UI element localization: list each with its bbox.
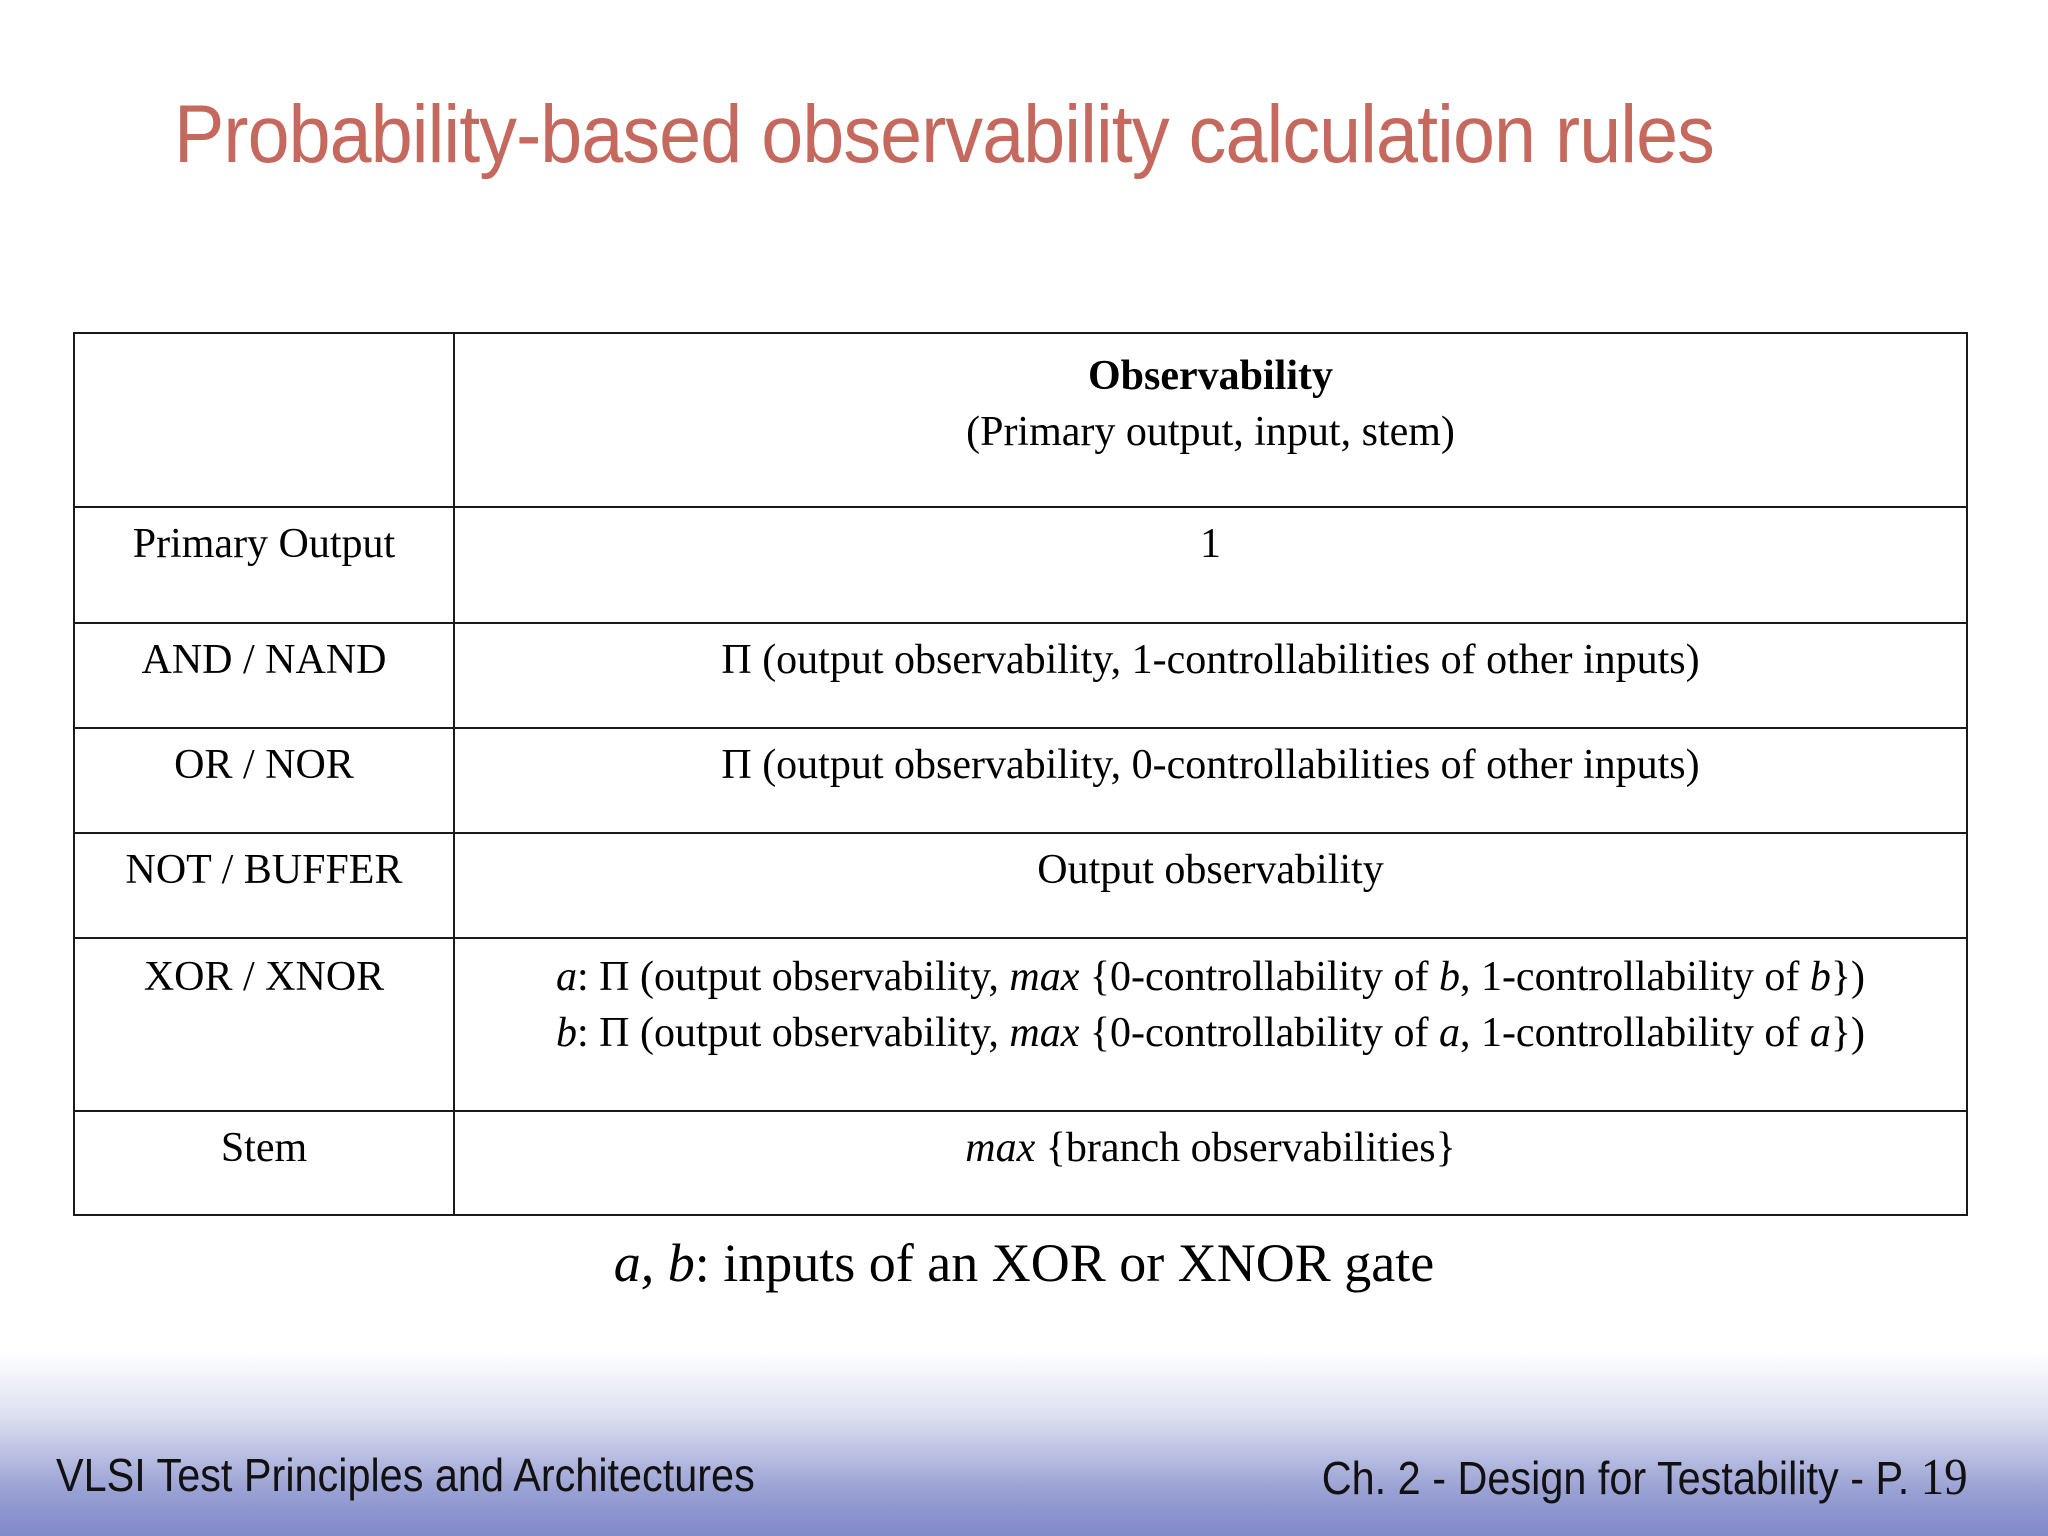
footer-chapter-info: [1322, 1448, 1968, 1507]
rule-text: : Π (output observability,: [576, 1010, 1010, 1056]
var-b: b: [1438, 954, 1460, 1000]
table-row-primary-output: [74, 507, 1967, 623]
table-row-stem: [74, 1111, 1967, 1215]
table-row-or-nor: [74, 728, 1967, 833]
observability-rules-table: [73, 332, 1968, 1216]
footnote-vars: a, b: [613, 1233, 695, 1293]
header-subtitle: (Primary output, input, stem): [966, 409, 1455, 455]
rule-text: {branch observabilities}: [1035, 1125, 1456, 1171]
rule-text: , 1-controllability of: [1459, 954, 1810, 1000]
xor-rule-line-a: [465, 949, 1956, 1005]
slide-title: Probability-based observability calculation rules: [174, 89, 1714, 180]
footnote: [0, 1232, 2048, 1294]
rule-text: {0-controllability of: [1079, 1010, 1439, 1056]
rule-cell: [454, 1111, 1967, 1215]
rule-cell: 1: [454, 507, 1967, 623]
table-row-and-nand: [74, 623, 1967, 728]
footer-band: [0, 1352, 2048, 1536]
gate-cell: OR / NOR: [74, 728, 454, 833]
header-empty-cell: [74, 333, 454, 507]
rule-text: : Π (output observability,: [576, 954, 1010, 1000]
gate-cell: NOT / BUFFER: [74, 833, 454, 938]
var-b: b: [555, 1010, 577, 1056]
header-observability-cell: [454, 333, 1967, 507]
rule-cell: [454, 938, 1967, 1111]
max-operator: max: [1009, 954, 1080, 1000]
max-operator: max: [1009, 1010, 1080, 1056]
gate-cell: Primary Output: [74, 507, 454, 623]
var-a: a: [555, 954, 577, 1000]
rule-cell: Π (output observability, 1-controllabilities of other inputs): [454, 623, 1967, 728]
rule-text: }): [1830, 954, 1866, 1000]
max-operator: max: [965, 1125, 1036, 1171]
footer-chapter-text: Ch. 2 - Design for Testability - P.: [1322, 1452, 1922, 1504]
page-number: 19: [1921, 1449, 1968, 1506]
header-title: Observability: [1087, 353, 1333, 399]
gate-cell: Stem: [74, 1111, 454, 1215]
footer-course-title: VLSI Test Principles and Architectures: [56, 1449, 755, 1501]
rule-cell: Output observability: [454, 833, 1967, 938]
gate-cell: AND / NAND: [74, 623, 454, 728]
var-b: b: [1809, 954, 1831, 1000]
gate-cell: XOR / XNOR: [74, 938, 454, 1111]
xor-rule-line-b: [465, 1005, 1956, 1061]
table-header-row: [74, 333, 1967, 507]
table-row-xor-xnor: [74, 938, 1967, 1111]
footnote-text: : inputs of an XOR or XNOR gate: [694, 1233, 1435, 1293]
rule-text: , 1-controllability of: [1459, 1010, 1810, 1056]
var-a: a: [1438, 1010, 1460, 1056]
rule-text: }): [1830, 1010, 1866, 1056]
rule-cell: Π (output observability, 0-controllabilities of other inputs): [454, 728, 1967, 833]
table-row-not-buffer: [74, 833, 1967, 938]
var-a: a: [1809, 1010, 1831, 1056]
rule-text: {0-controllability of: [1079, 954, 1439, 1000]
